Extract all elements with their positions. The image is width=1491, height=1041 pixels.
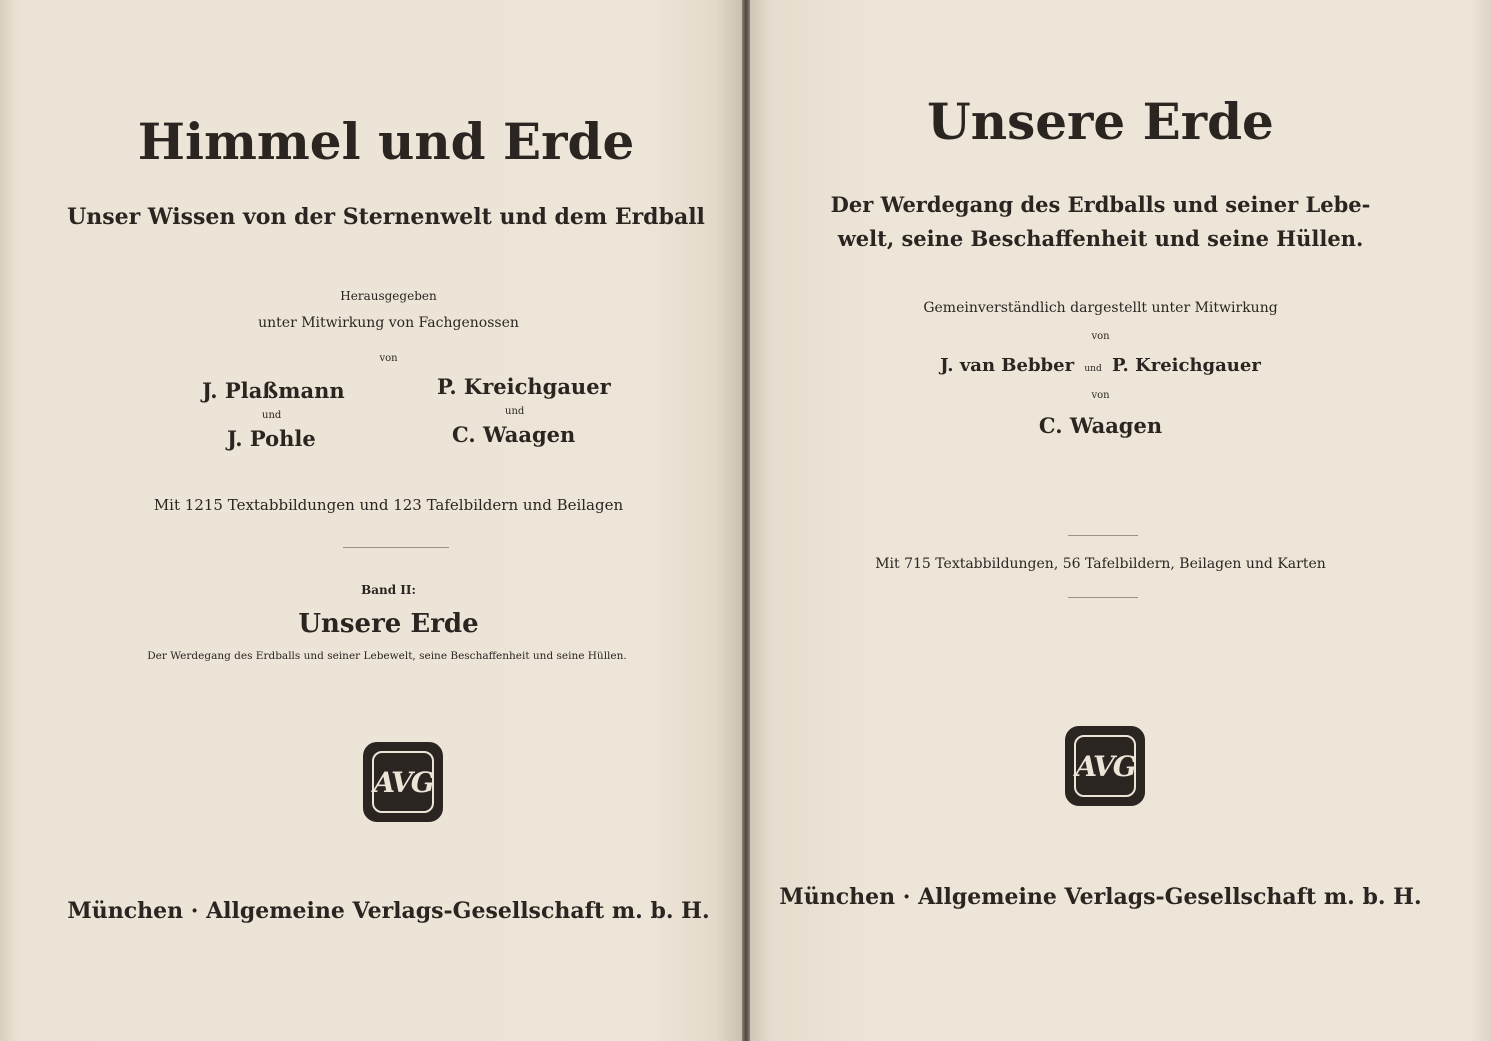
left-rule bbox=[343, 547, 449, 548]
author-kreichgauer-right: P. Kreichgauer bbox=[1112, 355, 1261, 376]
publisher-logo-left bbox=[363, 742, 443, 822]
logo-letters-left: AVG bbox=[372, 751, 434, 813]
author-plassmann: J. Plaßmann bbox=[202, 378, 345, 403]
left-von: von bbox=[379, 353, 398, 364]
band-title: Unsere Erde bbox=[298, 609, 479, 639]
right-rule-top bbox=[1068, 535, 1138, 536]
right-und: und bbox=[1084, 364, 1102, 374]
right-von-2: von bbox=[1091, 390, 1110, 401]
band-subtitle: Der Werdegang des Erdballs und seiner Lebewelt, seine Beschaffenheit und seine Hüllen. bbox=[147, 650, 627, 662]
right-illustrations: Mit 715 Textabbildungen, 56 Tafelbildern, Beilagen und Karten bbox=[875, 556, 1326, 572]
left-editor-line2: unter Mitwirkung von Fachgenossen bbox=[258, 315, 519, 331]
publisher-logo-right bbox=[1065, 726, 1145, 806]
author-waagen-left: C. Waagen bbox=[452, 422, 576, 447]
logo-letters-right: AVG bbox=[1074, 735, 1136, 797]
right-von-1: von bbox=[1091, 331, 1110, 342]
right-subtitle-line1: Der Werdegang des Erdballs und seiner Lebe- bbox=[830, 192, 1371, 217]
author-pohle: J. Pohle bbox=[227, 426, 316, 451]
left-page bbox=[0, 0, 742, 1041]
left-title: Himmel und Erde bbox=[137, 112, 635, 171]
und-left-2: und bbox=[505, 406, 525, 417]
author-kreichgauer: P. Kreichgauer bbox=[437, 374, 611, 399]
right-title: Unsere Erde bbox=[927, 92, 1274, 151]
right-credit-line: Gemeinverständlich dargestellt unter Mitwirkung bbox=[923, 300, 1278, 316]
author-waagen-right: C. Waagen bbox=[1038, 413, 1163, 438]
band-label: Band II: bbox=[361, 583, 416, 597]
right-authors bbox=[710, 355, 1491, 376]
author-van-bebber: J. van Bebber bbox=[940, 355, 1075, 376]
right-subtitle-line2: welt, seine Beschaffenheit und seine Hüllen. bbox=[837, 226, 1364, 251]
und-left-1: und bbox=[262, 410, 282, 421]
right-page bbox=[750, 0, 1491, 1041]
left-illustrations: Mit 1215 Textabbildungen und 123 Tafelbildern und Beilagen bbox=[153, 496, 624, 514]
left-publisher: München · Allgemeine Verlags-Gesellschaft m. b. H. bbox=[67, 898, 710, 924]
left-editor-line1: Herausgegeben bbox=[340, 289, 437, 303]
left-subtitle: Unser Wissen von der Sternenwelt und dem Erdball bbox=[67, 204, 705, 230]
right-publisher: München · Allgemeine Verlags-Gesellschaft m. b. H. bbox=[779, 884, 1422, 910]
right-rule-bottom bbox=[1068, 597, 1138, 598]
